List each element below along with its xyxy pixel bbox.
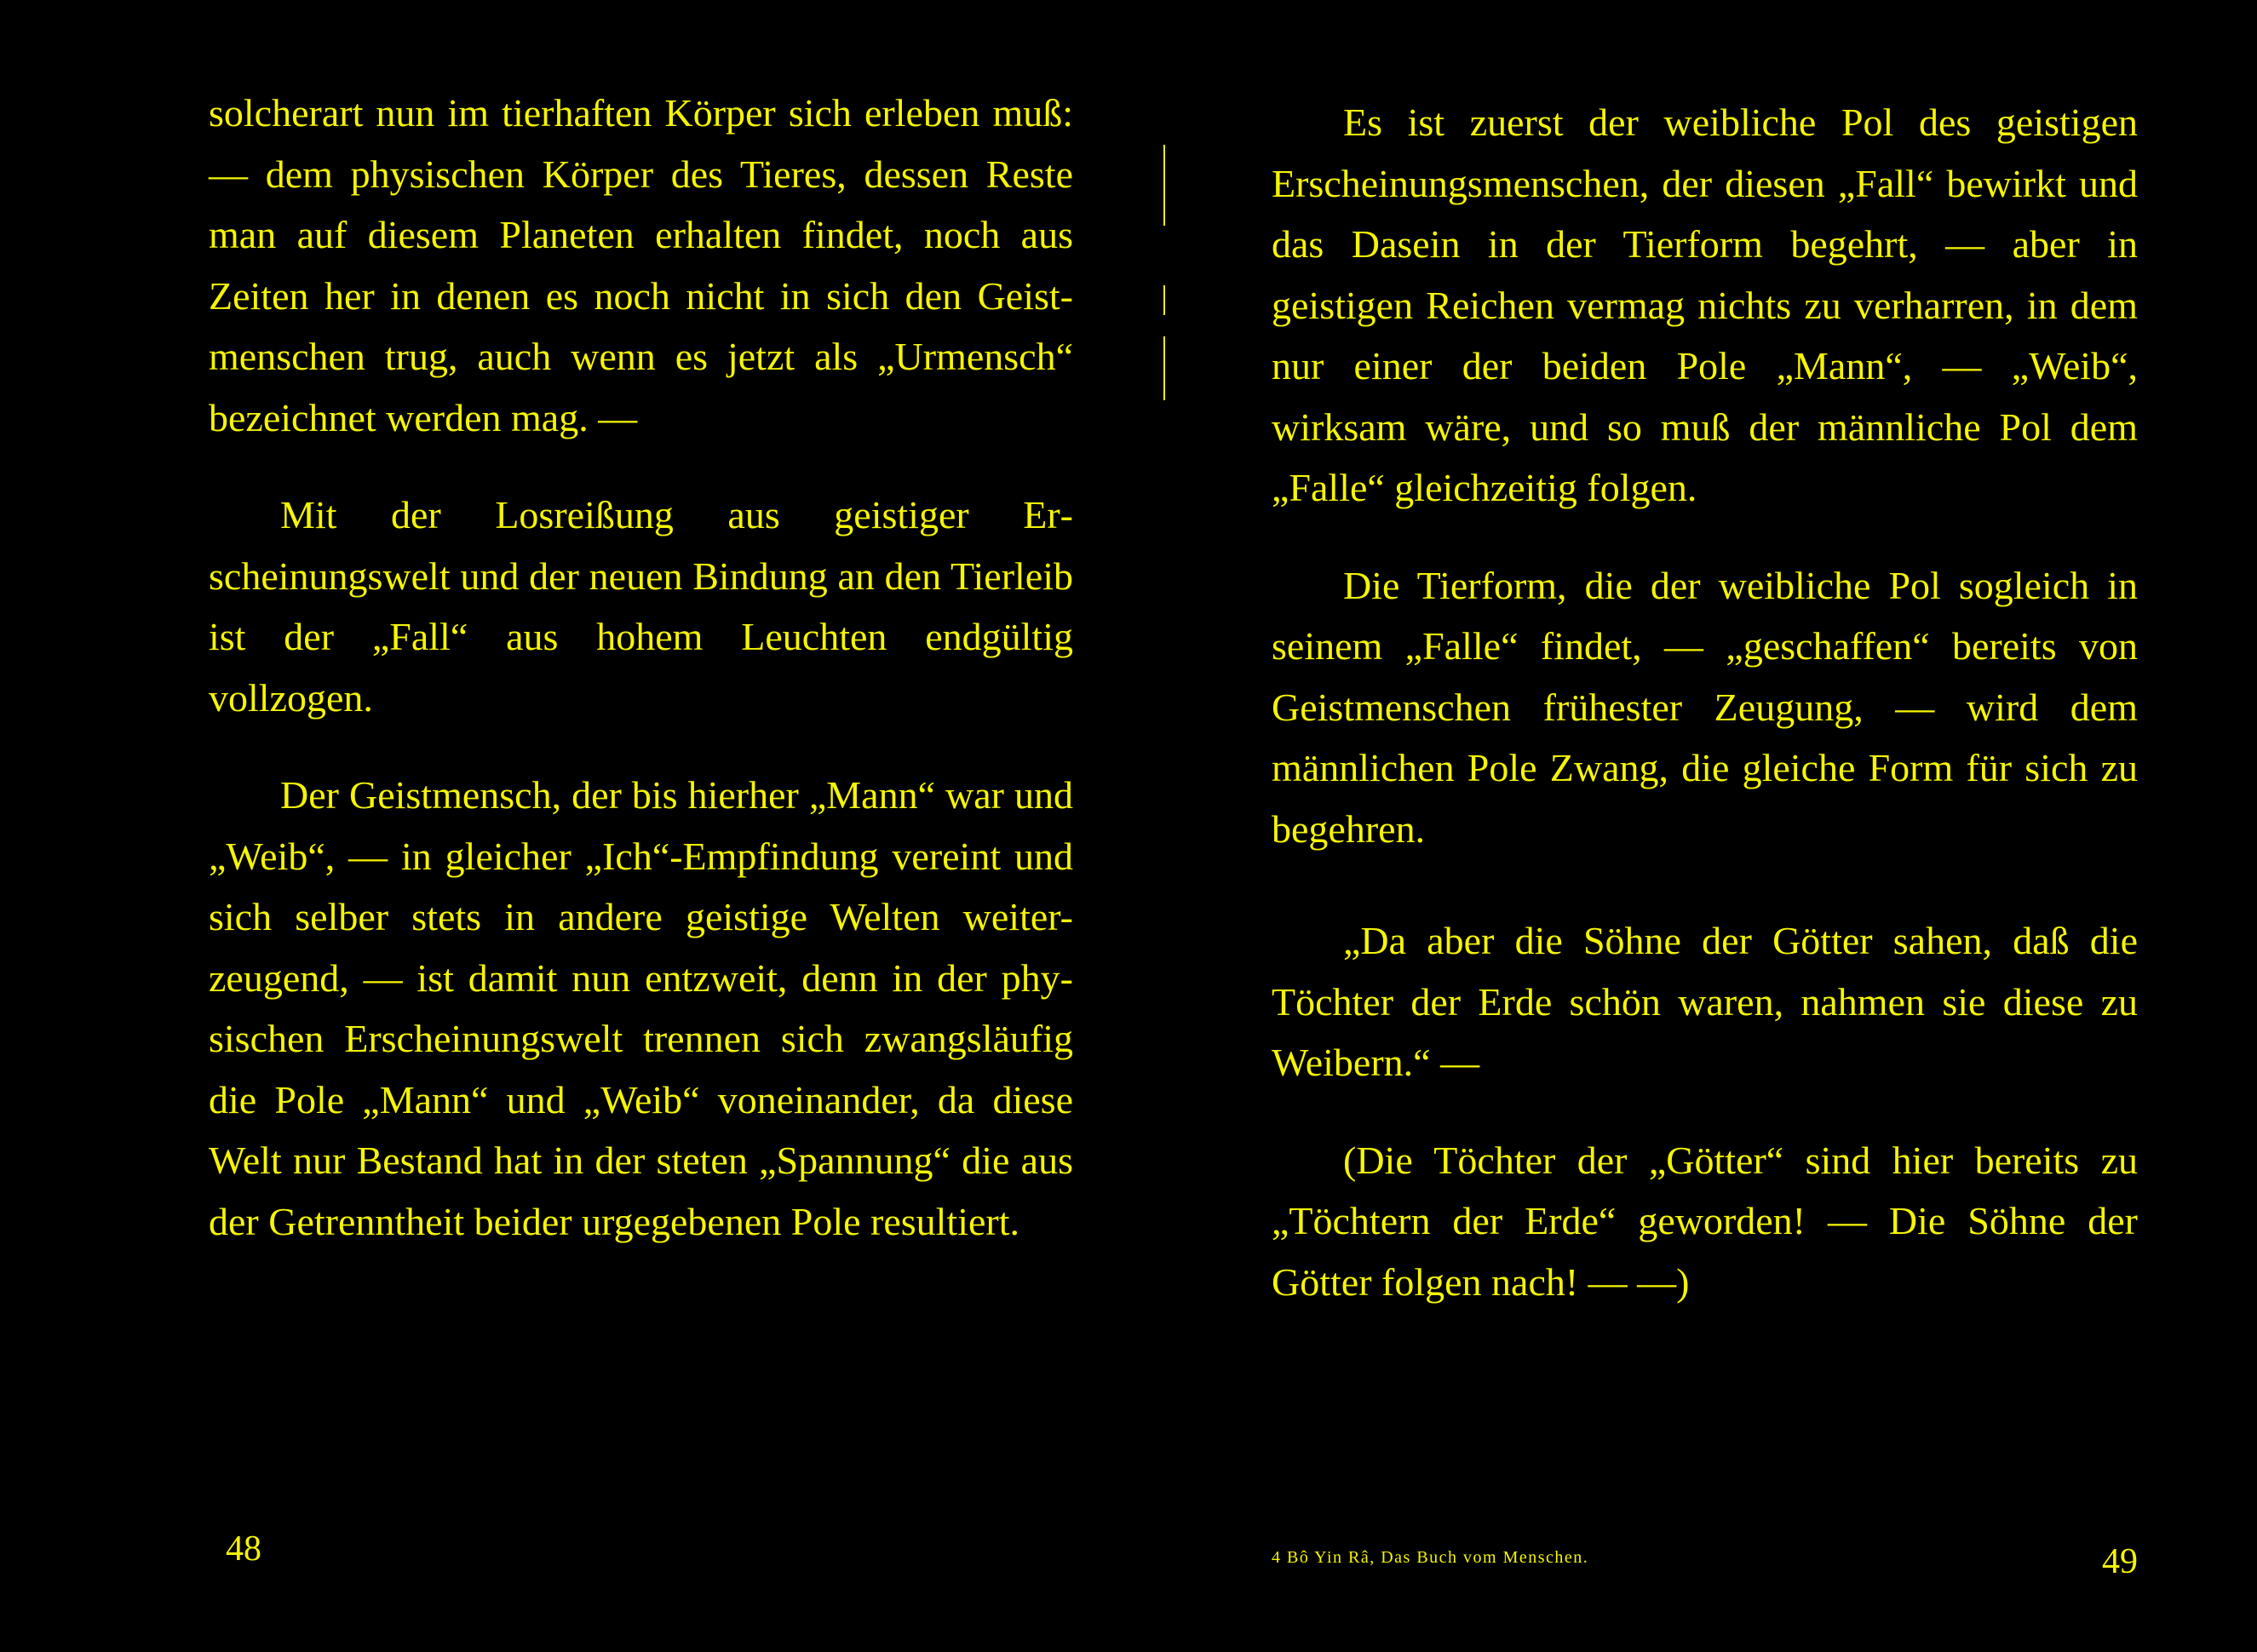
right-paragraph-4: (Die Töchter der „Götter“ sind hier bereits zu „Töchtern der Erde“ geworden! — Die Söhne der Götter folgen nach! — —) (1272, 1138, 2138, 1304)
right-text-column (1272, 92, 2138, 1349)
left-paragraph-2: Mit der Losreißung aus geistiger Erscheinungswelt und der neuen Bindung an den Tierleib ist der „Fall“ aus hohem Leuchten endgültig vollzogen. (209, 493, 1073, 720)
left-text-column (209, 83, 1073, 1288)
left-page (0, 0, 1128, 1652)
left-paragraph-3: Der Geistmensch, der bis hierher „Mann“ war und „Weib“, — in gleicher „Ich“-Empfindung vereint und sich selber stets in andere geistige Welten weiter-zeugend, — ist damit nun entzweit, denn in der physischen Erscheinungswelt trennen sich zwangsläufig die Pole „Mann“ und „Weib“ voneinander, da diese Welt nur Bestand hat in der steten „Spannung“ die aus der Getrenntheit beider urgegebenen Pole resultiert. (209, 773, 1073, 1243)
left-paragraph-1: solcherart nun im tierhaften Körper sich erleben muß: — dem physischen Körper des Tieres, dessen Reste man auf diesem Planeten erhalten findet, noch aus Zeiten her in denen es noch nicht in sich den Geistmenschen trug, auch wenn es jetzt als „Urmensch“ bezeichnet werden mag. — (209, 91, 1073, 439)
left-page-number: 48 (226, 1529, 261, 1569)
printer-signature: 4 Bô Yin Râ, Das Buch vom Menschen. (1272, 1548, 1589, 1567)
right-paragraph-1: Es ist zuerst der weibliche Pol des geistigen Erscheinungsmenschen, der diesen „Fall“ bewirkt und das Dasein in der Tierform begehrt, — aber in geistigen Reichen vermag nichts zu verharren, in dem nur einer der beiden Pole „Mann“, — „Weib“, wirksam wäre, und so muß der männliche Pol dem „Falle“ gleichzeitig folgen. (1272, 100, 2138, 509)
right-paragraph-2: Die Tierform, die der weibliche Pol sogleich in seinem „Falle“ findet, — „geschaffen“ bereits von Geistmenschen frühester Zeugung, — wird dem männlichen Pole Zwang, die gleiche Form für sich zu begehren. (1272, 563, 2138, 851)
right-page (1128, 0, 2257, 1652)
right-paragraph-3: „Da aber die Söhne der Götter sahen, daß die Töchter der Erde schön waren, nahmen sie diese zu Weibern.“ — (1272, 919, 2138, 1084)
right-page-number: 49 (2102, 1542, 2138, 1581)
